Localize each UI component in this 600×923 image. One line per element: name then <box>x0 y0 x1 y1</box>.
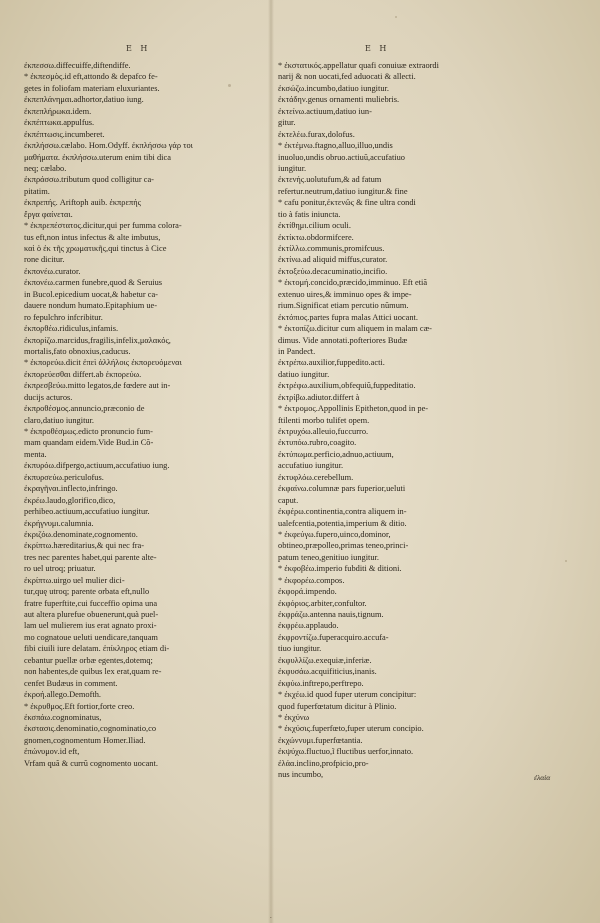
text-line: ἐκτρυχόω.alleuio,fuccurro. <box>278 427 369 436</box>
text-line: ἐκραγῆναι.inflecto,infringo. <box>24 484 118 494</box>
text-line: * ἐκπρεπέστατος.dicitur,qui per fumma colora- <box>24 221 182 231</box>
text-line: ἐκπορθέω.ridiculus,infamis. <box>24 324 119 334</box>
text-line: iungitur. <box>278 163 307 173</box>
text-line: ἐκφράζω.antenna nauis,tignum. <box>278 610 384 619</box>
text-line: μαθήματα. ἐκπλήσσω.uterum enim tibi dica <box>24 152 171 162</box>
text-line: mam quandam eidem.Vide Bud.in Cõ- <box>24 438 154 448</box>
text-line: ftilenti morbo tulifet opem. <box>278 415 370 425</box>
text-line: nus incumbo, <box>278 770 324 780</box>
text-line: * ἐκτρομος.Appollinis Epitheton,quod in pe- <box>278 404 429 414</box>
text-line: ro uel utroq; priuatur. <box>24 564 96 574</box>
text-line: ἐκτρίβω.adiutor.differt à <box>278 392 360 402</box>
text-line: ἐκτυφλόω.cerebellum. <box>278 472 354 482</box>
text-line: gitur. <box>278 118 296 128</box>
text-line: * ἐκφορέω.compos. <box>278 575 345 585</box>
text-line: ἐκφυλλίζω.exequiæ,inferiæ. <box>278 655 372 665</box>
text-line: tres nec parentes habet,qui parente alte- <box>24 552 157 562</box>
text-line: non habentes,de quibus lex erat,quam re- <box>24 667 162 677</box>
text-line: ἐκφυσάω.acquifiticius,inanis. <box>278 667 377 677</box>
text-line: ἐκχώννυμι.fuperfœtantia. <box>278 735 363 745</box>
text-line: ἐκρίπτω.hæreditarius,& qui nec fra- <box>24 541 145 551</box>
text-line: ἐκτρέφω.auxilium,obfequiũ,fuppeditatio. <box>278 381 416 391</box>
text-line: ἐκτίθημι.cilium oculi. <box>278 221 351 231</box>
text-line: ἐκπράσσω.tributum quod colligitur ca- <box>24 175 154 185</box>
text-line: ἐκτοξεύω.decacuminatio,incifio. <box>278 266 388 276</box>
text-line: ἐκπροθέσμος.annuncio,præconio de <box>24 404 145 414</box>
text-line: ἐκφροντίζω.fuperacquiro.accufa- <box>278 632 389 642</box>
text-line: ἐκπρεσβεύω.mitto legatos,de fœdere aut in- <box>24 381 171 391</box>
text-line: ἐκροή.allego.Demofth. <box>24 690 101 700</box>
text-line: * ἐκχέω.id quod fuper uterum concipitur: <box>278 690 417 700</box>
paper-speck <box>395 16 397 18</box>
text-line: tio à fatis iniuncta. <box>278 209 341 219</box>
text-line: * ἐκτομή.concido,præcido,imminuo. Eft etiã <box>278 278 428 288</box>
running-header-right: E H <box>365 44 390 53</box>
text-line: cenfet Budæus in comment. <box>24 678 118 688</box>
text-line: ἐκφέρω.continentia,contra aliquem in- <box>278 507 407 517</box>
text-line: ἐκτρέπω.auxilior,fuppedito.acti. <box>278 358 385 368</box>
text-line: * cafu ponitur,ἐκτενῶς & fine ultra condi <box>278 198 416 208</box>
text-line: ἐπώνυμον.id eft, <box>24 747 80 757</box>
text-line: ἐκπεπλάνημαι.adhortor,datiuo iung. <box>24 95 144 105</box>
text-line: rone dicitur. <box>24 255 65 265</box>
text-line: Vrfam quã & currũ cognomento uocant. <box>24 758 158 768</box>
text-line: ἐκφρέω.applaudo. <box>278 621 339 631</box>
text-line: ἐκπονέω.carmen funebre,quod & Seruius <box>24 278 163 288</box>
text-line: ro fepulchro infcribitur. <box>24 312 103 322</box>
text-line: ἐκρέω.laudo,glorifico,dico, <box>24 495 116 505</box>
text-line: ἐκφαίνω.columnæ pars fuperior,ueluti <box>278 484 406 494</box>
text-line: ἐκπρεπής. Ariftoph auib. ἐκπρεπής <box>24 198 141 208</box>
text-line: menta. <box>24 449 47 459</box>
text-line: ualefcentia,potentia,imperium & ditio. <box>278 518 407 528</box>
text-line: inuoluo,undis obruo.actiuũ,accufatiuo <box>278 152 405 162</box>
text-line: καὶ ὁ ἐκ τῆς χρωματικῆς,qui tinctus à Cice <box>24 244 167 253</box>
text-line: caput. <box>278 495 299 505</box>
bottom-mark: . <box>270 912 272 920</box>
text-line: ἐκτίκτω.obdormifcere. <box>278 232 354 242</box>
text-line: in Bucol.epicedium uocat,& habetur ca- <box>24 289 158 299</box>
paper-speck <box>565 560 567 562</box>
text-line: ἐκπέπτωκα.appulfus. <box>24 118 95 128</box>
text-line: patum teneo,genitiuo iungitur. <box>278 552 379 562</box>
text-line: ἐκτύπωμα.perficio,adnuo,actiuum, <box>278 449 394 459</box>
text-line: ἐκρήγνυμι.calumnia. <box>24 518 94 528</box>
text-line: * ἐκπεσμὸς.id eft,attondo & depafco fe- <box>24 72 158 82</box>
text-line: ἐκφύω.inftrepo,perftrepo. <box>278 678 364 688</box>
text-line: * ἐκστατικός.appellatur quafi conuiuæ extraordi <box>278 61 439 70</box>
text-line: gnomen,cognomentum Homer.Iliad. <box>24 735 146 745</box>
text-line: perhibeo.actiuum,accufatiuo iungitur. <box>24 507 150 517</box>
text-line: * ἐκτοπίζω.dicitur cum aliquem in malam cæ- <box>278 324 432 334</box>
text-line: ἐκπορίζω.marcidus,fragilis,infelix,μαλακός, <box>24 335 171 345</box>
text-line: ἐκτίλλω.communis,promifcuus. <box>278 244 385 253</box>
running-header-left: E H <box>126 44 151 53</box>
text-line: ἐκψύχω.fluctuo,ĩ fluctibus uerfor,innato. <box>278 747 414 757</box>
right-column <box>278 60 574 781</box>
text-line: lam uel mulierem ius erat agnato proxi- <box>24 621 157 631</box>
text-line: ἐλάα.inclino,profpicio,pro- <box>278 758 369 768</box>
text-line: ἐκτίνω.ad aliquid miffus,curator. <box>278 255 388 265</box>
text-line: getes in foliofam materiam eluxuriantes. <box>24 83 160 93</box>
left-column <box>24 60 264 769</box>
text-line: * ἐκχύνω <box>278 712 310 722</box>
text-line: ἐκσώζω.incumbo,datiuo iungitur. <box>278 83 389 93</box>
text-line: ἐκτείνω.actiuum,datiuo iun- <box>278 106 372 116</box>
text-line: ἔργα φαίνεται. <box>24 209 73 219</box>
text-line: fratre fuperftite,cui fucceffio opima una <box>24 598 158 608</box>
text-line: neq; cælabo. <box>24 163 67 173</box>
text-line: ἐκτυπόω.rubro,coagito. <box>278 438 357 448</box>
text-line: rium.Significat etiam percutio nũmum. <box>278 301 409 311</box>
text-line: ἐκπονέω.curator. <box>24 266 81 276</box>
text-line: dauere nondum humato.Epitaphium ue- <box>24 301 158 311</box>
text-line: tus eft,non intus infectus & alte imbutus, <box>24 232 161 242</box>
text-line: * ἐκπροθέσμως.edicto pronuncio fum- <box>24 427 153 436</box>
text-line: ἐκσπάω.cognominatus, <box>24 712 102 722</box>
text-line: tur,quę utroq; parente orbata eft,nullo <box>24 587 150 597</box>
text-line: ducijs acturos. <box>24 392 73 402</box>
text-line: refertur.neutrum,datiuo iungitur.& fine <box>278 186 408 196</box>
text-line: ἐκφόριος.arbiter,confultor. <box>278 598 367 608</box>
text-line: ἐκρίπτω.uirgo uel mulier dici- <box>24 575 125 585</box>
text-line: accufatiuo iungitur. <box>278 461 344 471</box>
text-line: quod fuperfœtatum dicitur à Plinio. <box>278 701 397 711</box>
text-line: ἐκστασις.denominatio,cognominatio,co <box>24 724 157 734</box>
paper-speck <box>228 84 231 87</box>
text-line: * ἐκπορεύω.dicit ἐπεὶ ἀλλήλοις ἐκπορευόμεναι <box>24 358 182 368</box>
text-line: * ἐκφοβέω.imperio fubditi & ditioni. <box>278 564 402 574</box>
text-line: ἐκπορεύεσθαι differt.ab ἐκπορεύω. <box>24 369 142 379</box>
text-line: obtineo,præpolleo,primas teneo,princi- <box>278 541 409 551</box>
text-line: ἐκτόπιος.partes fupra malas Attici uocant. <box>278 312 418 322</box>
text-line: ἐκτελέω.furax,dolofus. <box>278 129 355 139</box>
text-line: in Pandeƈt. <box>278 346 316 356</box>
text-line: ἐκπεπλήρωκα.idem. <box>24 106 92 116</box>
text-line: ἐκφορά.impendo. <box>278 587 337 597</box>
text-line: ἐκπεσσω.diffecuiffe,diftendiffe. <box>24 61 131 70</box>
page-gutter <box>268 0 274 923</box>
text-line: extenuo uires,& imminuo opes & impe- <box>278 289 412 299</box>
text-line: ἐκριζόω.denominate,cognomento. <box>24 529 138 539</box>
text-line: ἐκπέπτωσις.incumberet. <box>24 129 105 139</box>
text-line: claro,datiuo iungitur. <box>24 415 95 425</box>
text-line: ἐκπυρσεύω.periculofus. <box>24 472 104 482</box>
text-line: * ἐκρυθμος.Eft fortior,forte creo. <box>24 701 135 711</box>
text-line: mortalis,fato obnoxius,caducus. <box>24 346 131 356</box>
text-line: * ἐκφεύγω.fupero,uinco,dominor, <box>278 529 391 539</box>
text-line: ἐκπυρόω.difpergo,actiuum,accufatiuo iung. <box>24 461 170 471</box>
text-line: datiuo iungitur. <box>278 369 330 379</box>
text-line: pitatim. <box>24 186 50 196</box>
text-line: * ἐκχύσις.fuperfœto,fuper uterum concipio. <box>278 724 424 734</box>
text-line: fibi ciuili iure delatam. ἐπίκληρος etiam di- <box>24 644 170 654</box>
text-line: dimus. Vide annotati.pofteriores Budæ <box>278 335 408 345</box>
text-line: cebantur puellæ orbæ egentes,dotemq; <box>24 655 153 665</box>
text-line: aut altera plurefue obuenerunt,quà puel- <box>24 610 159 619</box>
text-line: tiuo iungitur. <box>278 644 322 654</box>
catchword: ἐλαία <box>534 773 551 782</box>
text-line: * ἐκτέμνω.ftagno,alluo,illuo,undis <box>278 141 393 151</box>
text-line: narij & non uocati,fed aduocati & allecti. <box>278 72 416 82</box>
text-line: ἐκτενής.uolutufum,& ad fatum <box>278 175 382 185</box>
text-line: ἐκπλήσσω.cælabo. Hom.Odyff. ἐκπλήσσω γάρ τοι <box>24 141 193 151</box>
text-line: ἐκτάδην.genus ornamenti muliebris. <box>278 95 400 105</box>
text-line: mo cognatoue ueluti uendicare,tanquam <box>24 632 158 642</box>
